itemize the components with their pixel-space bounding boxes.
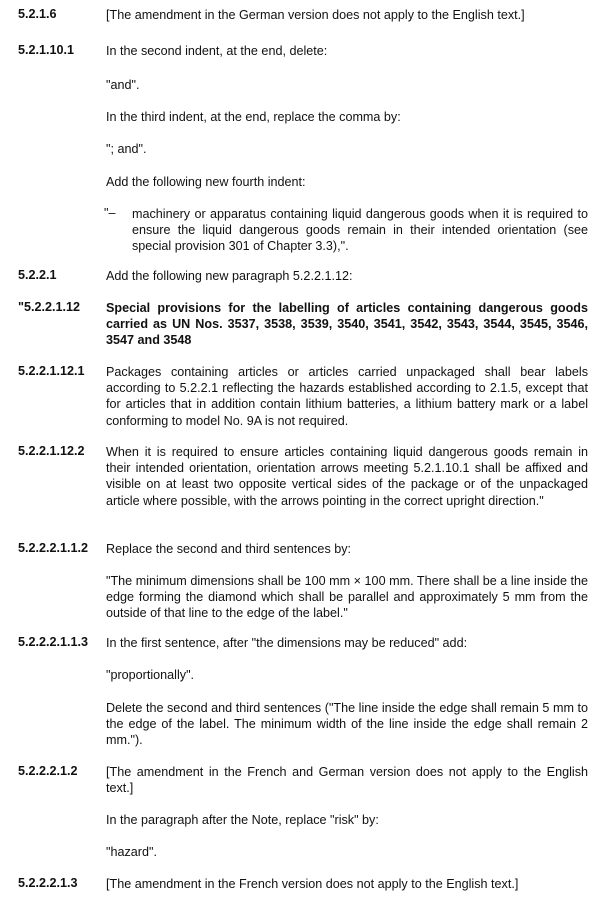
section-number: "5.2.2.1.12 — [18, 300, 80, 314]
section-number: 5.2.2.2.1.1.2 — [18, 541, 89, 555]
paragraph: "and". — [106, 78, 140, 92]
section-number: 5.2.1.10.1 — [18, 43, 75, 57]
paragraph: When it is required to ensure articles containing liquid dangerous goods remain in their intended orientation, orientation arrows meeting 5.2.1.10.1 shall be affixed and visible on at least two opposite vertical sides of the package or of the unpackaged article where possible, with the arrows pointing in the correct upright direction." — [106, 445, 588, 508]
paragraph: In the third indent, at the end, replace the comma by: — [106, 110, 401, 124]
paragraph: Delete the second and third sentences ("The line inside the edge shall remain 5 mm to the edge of the label. The minimum width of the line inside the edge shall remain 2 mm."). — [106, 701, 588, 748]
indent-paragraph: machinery or apparatus containing liquid dangerous goods when it is required to ensure the liquid dangerous goods remain in their intended orientation (see special provision 301 of Chapter 3.3),". — [132, 207, 588, 254]
paragraph: "proportionally". — [106, 668, 195, 682]
paragraph: In the second indent, at the end, delete: — [106, 44, 328, 58]
paragraph: [The amendment in the French version does not apply to the English text.] — [106, 877, 519, 891]
paragraph: In the first sentence, after "the dimensions may be reduced" add: — [106, 636, 468, 650]
section-heading: Special provisions for the labelling of articles containing dangerous goods carried as UN Nos. 3537, 3538, 3539, 3540, 3541, 3542, 3543, 3544, 3545, 3546, 3547 and 3548 — [106, 301, 588, 348]
paragraph: Add the following new paragraph 5.2.2.1.12: — [106, 269, 353, 283]
section-number: 5.2.2.2.1.1.3 — [18, 635, 89, 649]
paragraph: [The amendment in the German version does not apply to the English text.] — [106, 8, 525, 22]
paragraph: Replace the second and third sentences by: — [106, 542, 352, 556]
paragraph: [The amendment in the French and German version does not apply to the English text.] — [106, 765, 588, 796]
section-number: 5.2.2.2.1.3 — [18, 876, 78, 890]
paragraph: Packages containing articles or articles carried unpackaged shall bear labels according to 5.2.2.1 reflecting the hazards established according to 2.1.5, except that for articles that in addition contain lithium batteries, a lithium battery mark or a label conforming to model No. 9A is not required. — [106, 365, 588, 428]
paragraph: "The minimum dimensions shall be 100 mm × 100 mm. There shall be a line inside the edge forming the diamond which shall be parallel and approximately 5 mm from the outside of that line to the edge of the label." — [106, 574, 588, 621]
section-number: 5.2.2.2.1.2 — [18, 764, 78, 778]
paragraph: In the paragraph after the Note, replace "risk" by: — [106, 813, 379, 827]
indent-dash-marker: "– — [104, 206, 116, 220]
section-number: 5.2.2.1.12.2 — [18, 444, 85, 458]
section-number: 5.2.1.6 — [18, 7, 57, 21]
paragraph: Add the following new fourth indent: — [106, 175, 306, 189]
section-number: 5.2.2.1 — [18, 268, 57, 282]
paragraph: "hazard". — [106, 845, 157, 859]
section-number: 5.2.2.1.12.1 — [18, 364, 85, 378]
paragraph: "; and". — [106, 142, 147, 156]
